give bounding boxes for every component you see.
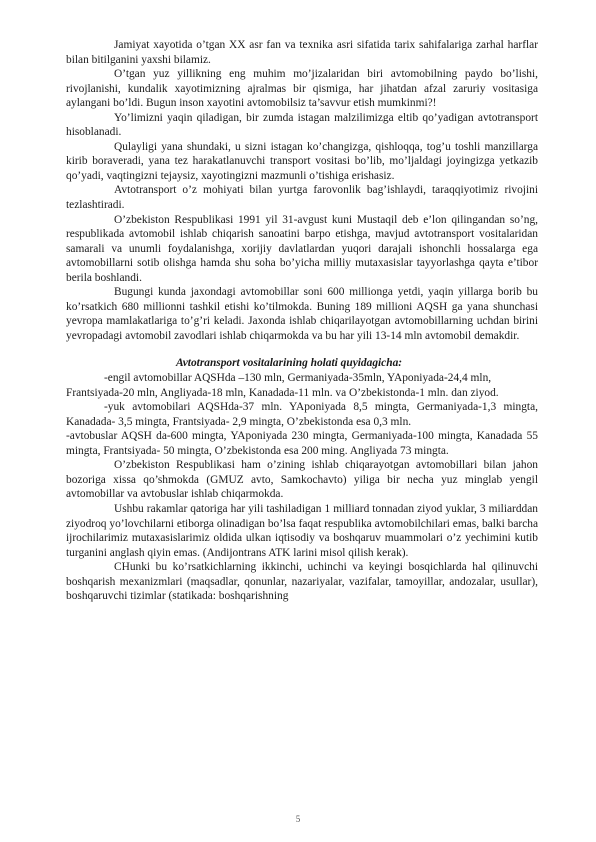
paragraph-uzbekistan-market: O’zbekiston Respublikasi ham o’zining ishlab chiqarayotgan avtomobillari bilan jahon bozoriga xissa qo’shmokda (GMUZ avto, Samkochavto) yiliga bir necha yuz minglab yengil avtomobillar va avtobuslar ishlab chiqarmokda.	[66, 459, 538, 501]
paragraph-avtotransport: Yo’limizni yaqin qiladigan, bir zumda istagan malzilimizga eltib qo’yadigan avtotransport hisoblanadi.	[66, 111, 538, 139]
paragraph-prosperity: Avtotransport o’z mohiyati bilan yurtga farovonlik bag’ishlaydi, taraqqiyotimiz rivojini tezlashtiradi.	[66, 184, 538, 212]
paragraph-intro: Jamiyat xayotida o’tgan XX asr fan va texnika asri sifatida tarix sahifalariga zarhal harflar bilan bitilganini yaxshi bilamiz.	[66, 39, 538, 66]
paragraph-independence: O’zbekiston Respublikasi 1991 yil 31-avgust kuni Mustaqil deb e’lon qilingandan so’ng, respublikada avtomobil ishlab chiqarish sanoatini barpo etishga, mavjud avtotransport vositalaridan samarali va unumli foydalanishga, xorijiy davlatlardan yuqori darajali ishonchli hossalarga ega avtomobillarni sotib olishga hamda shu soha bo’yicha milliy mutaxasislar tayyorlashga qayta e’tibor berila boshlandi.	[66, 213, 538, 284]
page-number: 5	[295, 814, 301, 824]
paragraph-indicators: CHunki bu ko’rsatkichlarning ikkinchi, uchinchi va keyingi bosqichlarda hal qilinuvchi boshqarish mexanizmlari (maqsadlar, qonunlar, nazariyalar, vazifalar, tamoyillar, andozalar, usullar), boshqaruvchi tizimlar (statikada: boshqarishning	[66, 561, 538, 603]
section-heading: Avtotransport vositalarining holati quyidagicha:	[176, 357, 403, 370]
document-page	[66, 38, 538, 604]
list-item-buses: -avtobuslar AQSH da-600 mingta, YAponiyada 230 mingta, Germaniyada-100 mingta, Kanadada 55 mingta, Frantsiyada- 50 mingta, O’zbekistonda esa 200 ming. Angliyada 73 mingta.	[66, 430, 538, 457]
list-item-trucks: -yuk avtomobilari AQSHda-37 mln. YAponiyada 8,5 mingta, Germaniyada-1,3 mingta, Kanadada- 3,5 mingta, Frantsiyada- 2,9 mingta, O’zbekistonda esa 0,3 mln.	[66, 401, 538, 428]
paragraph-world-count: Bugungi kunda jaxondagi avtomobillar soni 600 millionga yetdi, yaqin yillarga borib bu ko’rsatkich 680 millionni tashkil etishi ko’tilmokda. Buning 189 millioni AQSH ga yana shunchasi yevropa mamlakatlariga to’g’ri keladi. Jaxonda ishlab chiqarilayotgan avtomobillarning uchdan birini yevropadagi avtomobil zavodlari ishlab chiqarmokda va bu har yili 13-14 mln avtomobil demakdir.	[66, 286, 538, 342]
paragraph-convenience: Qulayligi yana shundaki, u sizni istagan ko’changizga, qishloqqa, tog’u toshli manzillarga kirib boraveradi, yana tez harakatlanuvchi transport vositasi bo’lib, mo’ljaldagi joyingizga yetkazib qo’yadi, vaqtingizni tejaysiz, xayotingizni mazmunli o’tishiga erishasiz.	[66, 140, 538, 182]
paragraph-freight: Ushbu rakamlar qatoriga har yili tashiladigan 1 milliard tonnadan ziyod yuklar, 3 miliarddan ziyodroq yo’lovchilarni etiborga olinadigan bo’lsa faqat respublika avtomobilchilari emas, balki barcha ijrochilarimiz mutaxasislarimiz oldida ulkan iqtisodiy va boshqaruv muammolari o’z yechimini kutib turganini anglash qiyin emas. (Andijontrans ATK larini misol qilish kerak).	[66, 502, 538, 559]
list-item-cars: -engil avtomobillar AQSHda –130 mln, Germaniyada-35mln, YAponiyada-24,4 mln, Frantsiyada-20 mln, Angliyada-18 mln, Kanadada-11 mln. va O’zbekistonda-1 mln. dan ziyod.	[66, 372, 499, 399]
paragraph-automobile-miracle: O’tgan yuz yillikning eng muhim mo’jizalaridan biri avtomobilning paydo bo’lishi, rivojlanishi, kundalik xayotimizning ajralmas bir qismiga, har jihatdan afzal zaruriy vositasiga aylangani bo’ldi. Bugun inson xayotini avtomobilsiz ta’savvur etish mumkinmi?!	[66, 68, 538, 110]
